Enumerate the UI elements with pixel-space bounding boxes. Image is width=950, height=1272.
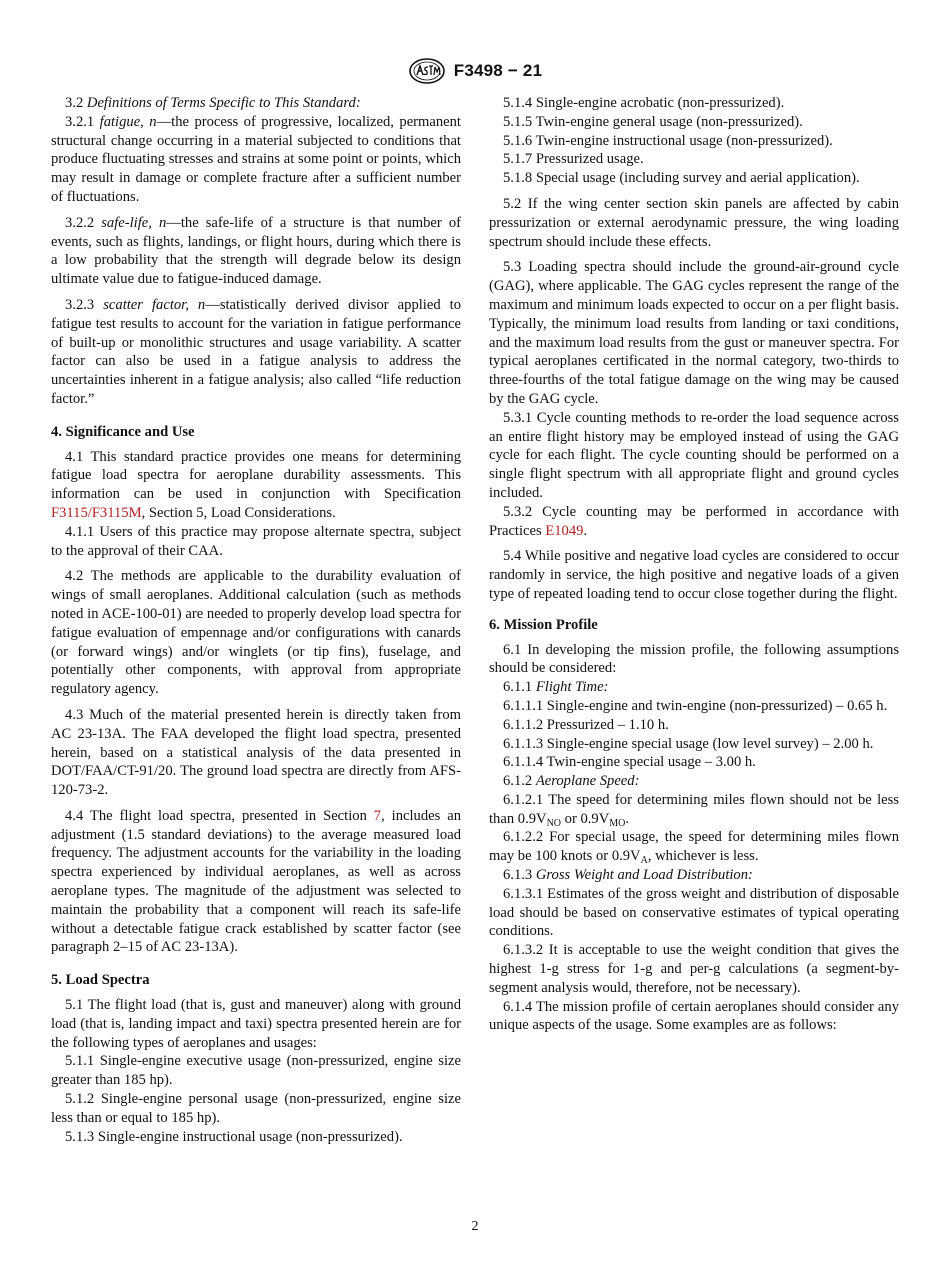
paragraph-6-1-2: 6.1.2 Aeroplane Speed: <box>503 773 640 790</box>
paragraph-4-2: 4.2 The methods are applicable to the durability evaluation of wings of small aeroplanes. Additional calculation (such as methods noted in ACE-100-01) are needed to properly develop load spectra for fatigue evaluation of empennage and/or configurations with canards (or forward wings) and/or winglets (or tip fins), fuselage, and potentially other components, with approval from appropriate regulatory agency. <box>51 568 461 698</box>
paragraph-5-1-2: 5.1.2 Single-engine personal usage (non-pressurized, engine size less than or equal to 185 hp). <box>51 1091 461 1126</box>
page-number: 2 <box>471 1219 479 1234</box>
paragraph-5-2: 5.2 If the wing center section skin panels are affected by cabin pressurization or external aerodynamic pressure, the wing loading spectrum should include these effects. <box>489 195 899 250</box>
paragraph-6-1-4: 6.1.4 The mission profile of certain aeroplanes should consider any unique aspects of the usage. Some examples are as follows: <box>489 998 899 1034</box>
paragraph-4-1-1: 4.1.1 Users of this practice may propose alternate spectra, subject to the approval of their CAA. <box>51 523 461 559</box>
paragraph-5-1-5: 5.1.5 Twin-engine general usage (non-pressurized). <box>503 113 803 130</box>
paragraph-4-1: 4.1 This standard practice provides one means for determining fatigue load spectra for aeroplane durability assessments. This information can be used in conjunction with Specification F3115/F3115M, Section 5, Load Considerations. <box>51 448 461 521</box>
paragraph-3-2-1: 3.2.1 fatigue, n—the process of progressive, localized, permanent structural change occurring in a material subjected to conditions that produce fluctuating stresses and strains at some point or points, which may result in damage or complete fracture after a sufficient number of fluctuations. <box>51 113 461 205</box>
paragraph-6-1-3-2: 6.1.3.2 It is acceptable to use the weight condition that gives the highest 1-g stress for 1-g and per-g calculations (a segment-by-segment analysis would, therefore, not be necessary). <box>489 942 899 996</box>
paragraph-5-1-7: 5.1.7 Pressurized usage. <box>503 151 644 168</box>
link-f3115[interactable]: F3115/F3115M <box>51 504 142 521</box>
paragraph-6-1-1: 6.1.1 Flight Time: <box>503 679 609 696</box>
paragraph-6-1-1-3: 6.1.1.3 Single-engine special usage (low level survey) – 2.00 h. <box>503 735 874 752</box>
right-column <box>489 94 899 1035</box>
link-section-7[interactable]: 7 <box>373 807 382 824</box>
paragraph-4-3: 4.3 Much of the material presented herein is directly taken from AC 23-13A. The FAA developed the flight load spectra, presented herein, based on a statistical analysis of the data presented in DOT/FAA/CT-91/20. The ground load spectra are directly from AFS-120-73-2. <box>51 706 461 799</box>
section-5-heading: 5. Load Spectra <box>51 972 150 989</box>
document-id: F3498 − 21 <box>453 61 543 80</box>
astm-logo-icon <box>408 58 446 84</box>
paragraph-3-2: 3.2 Definitions of Terms Specific to This Standard: <box>65 95 361 111</box>
page-header <box>0 56 950 86</box>
paragraph-3-2-3: 3.2.3 scatter factor, n—statistically derived divisor applied to fatigue test results to account for the variation in fatigue performance of built-up or monolithic structures and usage variability. A scatter factor can also be used in a fatigue analysis to address the uncertainties inherent in a fatigue analysis; also called “life reduction factor.” <box>51 296 462 407</box>
paragraph-4-4: 4.4 The flight load spectra, presented in Section 7, includes an adjustment (1.5 standard deviations) to the average measured load frequency. The adjustment accounts for the variability in the loading spectra experienced by individual aeroplanes, as well as across aeroplane types. The magnitude of the adjustment was selected to maintain the probability that a component will reach its safe-life without a detectable fatigue crack established by scatter factor (see paragraph 2–15 of AC 23-13A). <box>51 807 461 956</box>
section-6-heading: 6. Mission Profile <box>489 616 598 633</box>
paragraph-5-1-1: 5.1.1 Single-engine executive usage (non-pressurized, engine size greater than 185 hp). <box>51 1053 461 1089</box>
paragraph-5-1-3: 5.1.3 Single-engine instructional usage (non-pressurized). <box>65 1128 403 1145</box>
paragraph-5-3-2: 5.3.2 Cycle counting may be performed in accordance with Practices E1049. <box>489 503 899 539</box>
link-e1049[interactable]: E1049 <box>545 522 584 539</box>
paragraph-5-1-4: 5.1.4 Single-engine acrobatic (non-pressurized). <box>503 95 785 111</box>
paragraph-5-1-8: 5.1.8 Special usage (including survey and aerial application). <box>503 170 860 187</box>
left-column <box>51 94 461 1146</box>
paragraph-6-1-1-2: 6.1.1.2 Pressurized – 1.10 h. <box>503 716 669 733</box>
paragraph-6-1-2-1: 6.1.2.1 The speed for determining miles flown should not be less than $0.9V_{NO}$ or $0.9V_{MO}$. <box>489 791 899 829</box>
paragraph-6-1-1-1: 6.1.1.1 Single-engine and twin-engine (non-pressurized) – 0.65 h. <box>503 697 888 714</box>
paragraph-5-3: 5.3 Loading spectra should include the ground-air-ground cycle (GAG), where applicable. The GAG cycles represent the range of the maximum and minimum loads expected to occur on a per flight basis. Typically, the minimum load results from landing or taxi conditions, and the maximum load results from the gust or maneuver spectra. For typical aeroplanes certificated in the normal category, two-thirds to three-fourths of the total fatigue damage on the wing may be caused by the GAG cycle. <box>489 259 899 407</box>
paragraph-6-1-2-2: 6.1.2.2 For special usage, the speed for determining miles flown may be 100 knots or $0.9V_A$, whichever is less. <box>489 829 899 867</box>
paragraph-6-1-3-1: 6.1.3.1 Estimates of the gross weight and distribution of disposable load should be based on conservative estimates of typical operating conditions. <box>489 885 899 940</box>
paragraph-5-3-1: 5.3.1 Cycle counting methods to re-order the load sequence across an entire flight history may be employed instead of using the GAG cycle for each flight. The cycle counting should be performed on a single flight spectrum with all appropriate flight and ground cycles included. <box>489 409 899 501</box>
paragraph-3-2-2: 3.2.2 safe-life, n—the safe-life of a structure is that number of events, such as flights, landings, or flight hours, during which there is a low probability that the strength will degrade below its design ultimate value due to fatigue-induced damage. <box>51 214 461 288</box>
section-4-heading: 4. Significance and Use <box>51 423 195 440</box>
paragraph-5-1-6: 5.1.6 Twin-engine instructional usage (non-pressurized). <box>503 132 833 149</box>
paragraph-6-1-3: 6.1.3 Gross Weight and Load Distribution: <box>503 867 753 884</box>
paragraph-5-4: 5.4 While positive and negative load cycles are considered to occur randomly in service, the high positive and negative loads of a given type of repeated loading tend to occur close together during the flight. <box>489 548 899 602</box>
paragraph-5-1: 5.1 The flight load (that is, gust and maneuver) along with ground load (that is, landing impact and taxi) spectra presented herein are for the following types of aeroplanes and usages: <box>51 997 461 1051</box>
paragraph-6-1: 6.1 In developing the mission profile, the following assumptions should be considered: <box>489 641 899 677</box>
paragraph-6-1-1-4: 6.1.1.4 Twin-engine special usage – 3.00 h. <box>503 754 756 771</box>
